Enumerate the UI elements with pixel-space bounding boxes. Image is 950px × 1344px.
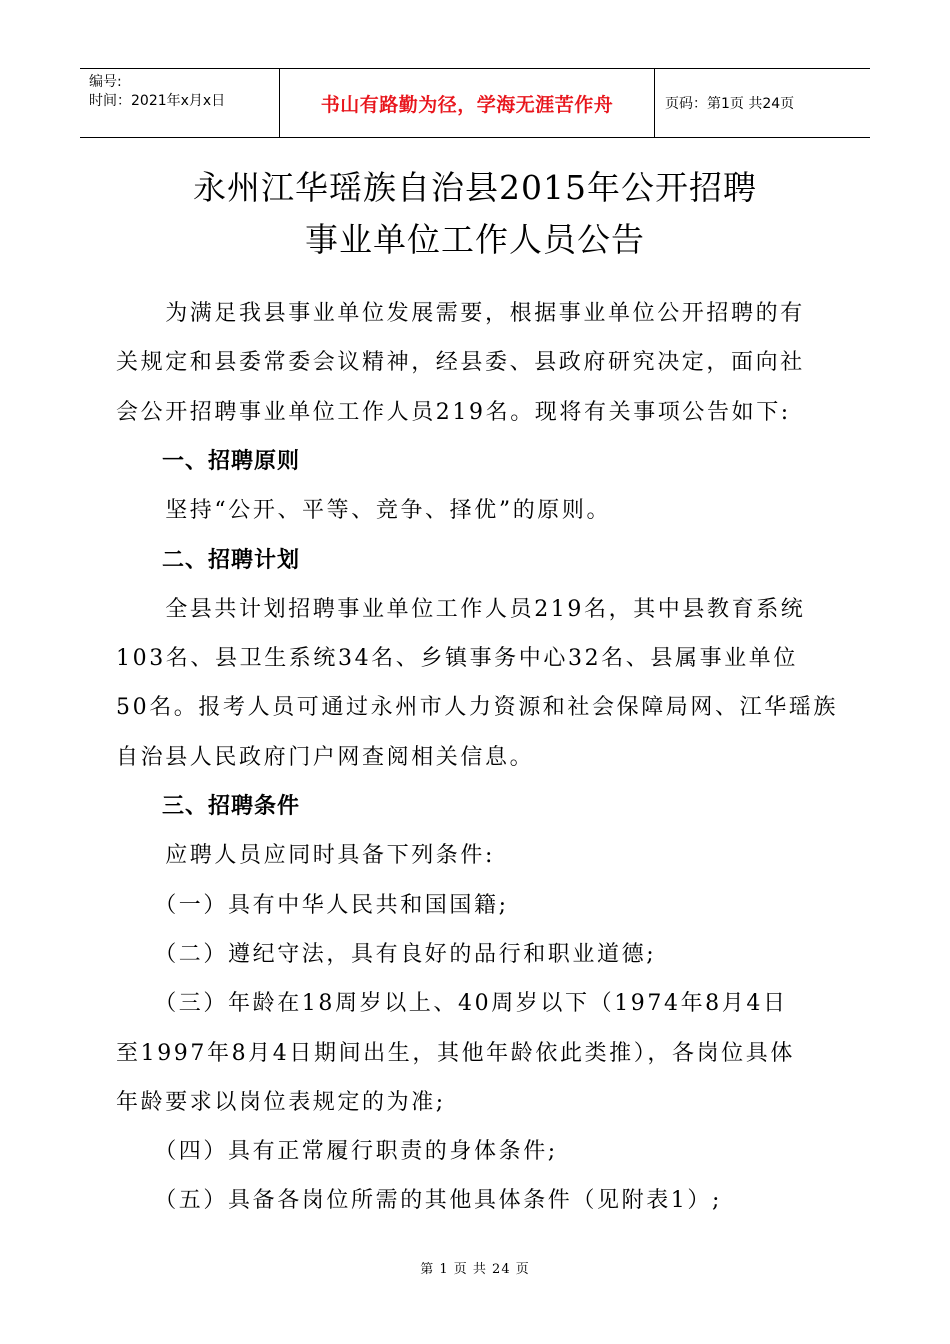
body-line: 至1997年8月4日期间出生，其他年龄依此类推），各岗位具体 [116, 1040, 795, 1066]
body-line: 50名。报考人员可通过永州市人力资源和社会保障局网、江华瑶族 [116, 695, 838, 721]
body-line: 坚持“公开、平等、竞争、择优”的原则。 [116, 498, 612, 524]
page-footer: 第 1 页 共 24 页 [420, 1262, 530, 1277]
body-line: 应聘人员应同时具备下列条件: [116, 843, 496, 869]
body-line: 103名、县卫生系统34名、乡镇事务中心32名、县属事业单位 [116, 646, 798, 672]
body-line: 自治县人民政府门户网查阅相关信息。 [116, 744, 535, 770]
body-line: （五）具备各岗位所需的其他具体条件（见附表1）; [116, 1188, 723, 1214]
section-heading: 三、招聘条件 [116, 794, 301, 819]
header-page-info: 页码：第1页 共24页 [665, 96, 795, 112]
body-line: （三）年龄在18周岁以上、40周岁以下（1974年8月4日 [116, 991, 788, 1017]
title-line-2: 事业单位工作人员公告 [305, 220, 645, 259]
body-line: （一）具有中华人民共和国国籍; [116, 892, 509, 918]
title-line-1: 永州江华瑶族自治县2015年公开招聘 [193, 168, 757, 207]
header-meta [80, 69, 280, 137]
body-line: （四）具有正常履行职责的身体条件; [116, 1139, 558, 1165]
number-label: 编号: [89, 74, 122, 90]
body-line: 关规定和县委常委会议精神，经县委、县政府研究决定，面向社 [116, 350, 805, 376]
section-heading: 一、招聘原则 [116, 448, 301, 474]
section-heading: 二、招聘计划 [116, 547, 301, 573]
document-header [80, 68, 870, 138]
body-line: 全县共计划招聘事业单位工作人员219名，其中县教育系统 [116, 596, 806, 622]
body-line: 年龄要求以岗位表规定的为准; [116, 1089, 446, 1115]
time-label: 时间：2021年x月x日 [89, 93, 226, 109]
header-motto: 书山有路勤为径，学海无涯苦作舟 [280, 69, 655, 137]
body-line: 会公开招聘事业单位工作人员219名。现将有关事项公告如下: [116, 399, 791, 425]
body-line: 为满足我县事业单位发展需要，根据事业单位公开招聘的有 [116, 301, 805, 326]
body-line: （二）遵纪守法，具有良好的品行和职业道德; [116, 941, 657, 967]
